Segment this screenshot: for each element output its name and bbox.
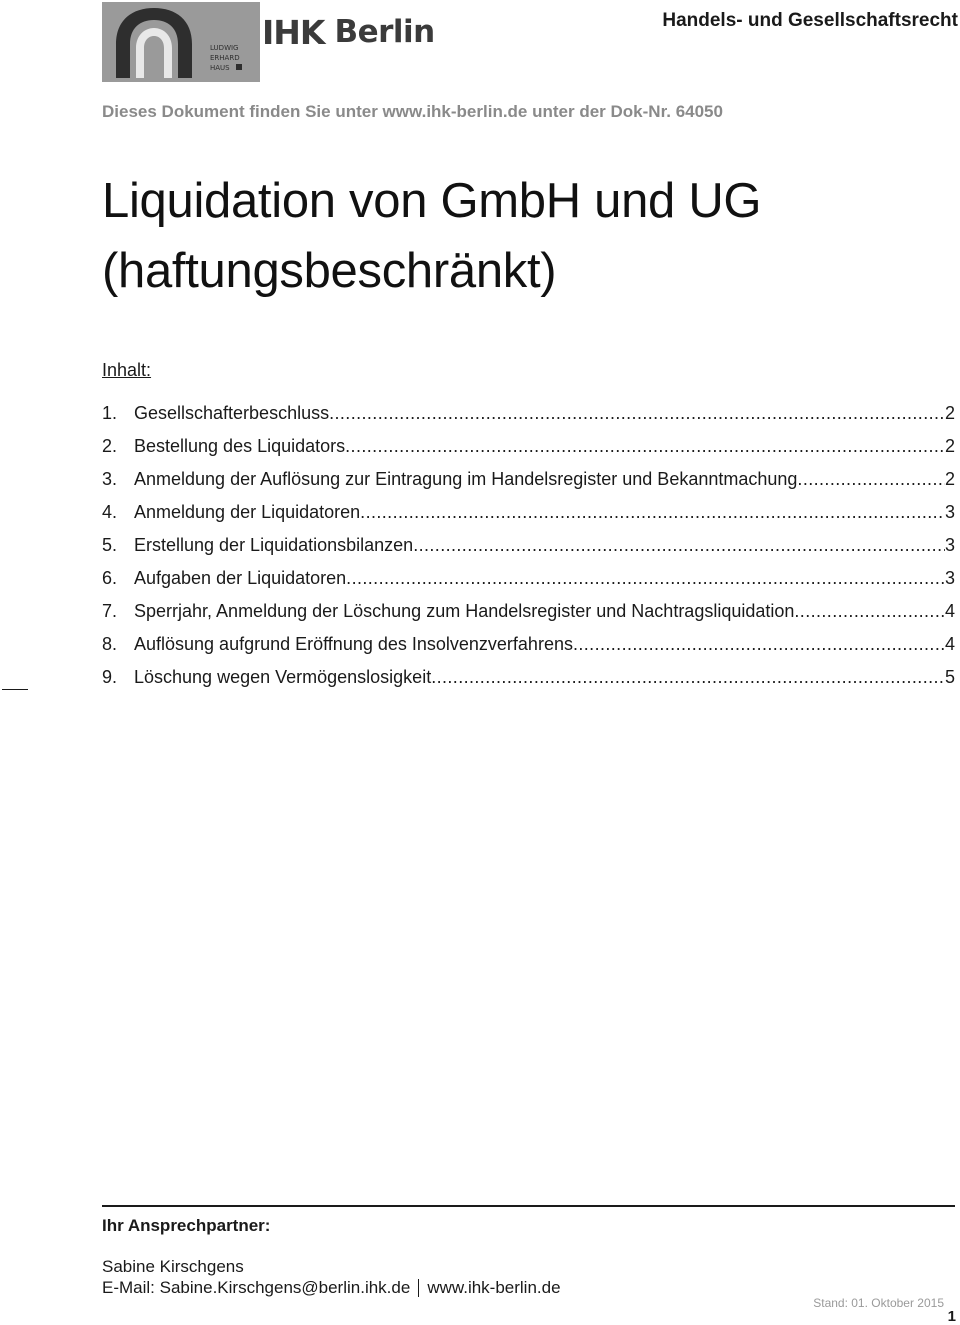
title-line-1: Liquidation von GmbH und UG bbox=[102, 174, 762, 228]
toc-entry-page: 2 bbox=[944, 436, 955, 456]
contact-heading: Ihr Ansprechpartner: bbox=[102, 1216, 271, 1235]
toc-entry-page: 4 bbox=[944, 601, 955, 621]
email-label: E-Mail: bbox=[102, 1278, 155, 1297]
toc-entry-number: 1. bbox=[102, 403, 118, 423]
document-title bbox=[102, 166, 761, 306]
toc-entry-number: 6. bbox=[102, 568, 118, 588]
toc-entry-page: 4 bbox=[944, 634, 955, 654]
logo-subline-1: LUDWIG bbox=[210, 44, 239, 52]
toc-entry[interactable] bbox=[102, 469, 955, 502]
toc-entry[interactable] bbox=[102, 601, 955, 634]
toc-dot-leader bbox=[431, 667, 945, 688]
toc-entry-title: Erstellung der Liquidationsbilanzen bbox=[134, 535, 414, 555]
toc-entry-title: Anmeldung der Auflösung zur Eintragung im Handelsregister und Bekanntmachung bbox=[134, 469, 798, 489]
header-category: Handels- und Gesellschaftsrecht bbox=[662, 10, 958, 31]
toc-dot-leader bbox=[413, 535, 945, 556]
toc-dot-leader bbox=[797, 469, 945, 490]
toc-entry-title: Auflösung aufgrund Eröffnung des Insolvenzverfahrens bbox=[134, 634, 573, 654]
logo-city: Berlin bbox=[334, 14, 435, 50]
toc-entry-number: 8. bbox=[102, 634, 118, 654]
ihk-logo-emblem bbox=[102, 2, 260, 82]
separator bbox=[418, 1279, 419, 1297]
arch-emblem-icon bbox=[102, 2, 260, 82]
toc-entry-page: 3 bbox=[944, 535, 955, 555]
toc-entry[interactable] bbox=[102, 535, 955, 568]
contact-details bbox=[102, 1278, 561, 1298]
toc-entry-title: Bestellung des Liquidators bbox=[134, 436, 346, 456]
toc-entry-number: 4. bbox=[102, 502, 118, 522]
toc-entry-page: 2 bbox=[944, 469, 955, 489]
toc-heading: Inhalt: bbox=[102, 360, 152, 380]
logo-subline-3: HAUS bbox=[210, 64, 230, 72]
toc-entry-page: 2 bbox=[944, 403, 955, 423]
toc-entry-number: 9. bbox=[102, 667, 118, 687]
title-line-2: (haftungsbeschränkt) bbox=[102, 244, 557, 298]
email-link[interactable]: Sabine.Kirschgens@berlin.ihk.de bbox=[159, 1278, 411, 1297]
toc-entry-title: Gesellschafterbeschluss bbox=[134, 403, 330, 423]
toc-entry-title: Löschung wegen Vermögenslosigkeit bbox=[134, 667, 432, 687]
page-number: 1 bbox=[947, 1308, 956, 1325]
toc-entry-number: 5. bbox=[102, 535, 118, 555]
toc-dot-leader bbox=[345, 436, 945, 457]
toc-entry[interactable] bbox=[102, 403, 955, 436]
website-link[interactable]: www.ihk-berlin.de bbox=[427, 1278, 561, 1297]
toc-entry[interactable] bbox=[102, 667, 955, 700]
toc-entry-title: Aufgaben der Liquidatoren bbox=[134, 568, 347, 588]
logo-subline-2: ERHARD bbox=[210, 54, 240, 62]
toc-dot-leader bbox=[346, 568, 945, 589]
contact-divider bbox=[102, 1205, 955, 1207]
toc-entry-title: Anmeldung der Liquidatoren bbox=[134, 502, 361, 522]
toc-entry-number: 7. bbox=[102, 601, 118, 621]
toc-dot-leader bbox=[329, 403, 945, 424]
toc-entry[interactable] bbox=[102, 634, 955, 667]
contact-name: Sabine Kirschgens bbox=[102, 1257, 244, 1276]
toc-entry-title: Sperrjahr, Anmeldung der Löschung zum Handelsregister und Nachtragsliquidation bbox=[134, 601, 795, 621]
toc-dot-leader bbox=[794, 601, 945, 622]
toc-entry-number: 2. bbox=[102, 436, 118, 456]
table-of-contents bbox=[102, 403, 955, 700]
toc-entry[interactable] bbox=[102, 502, 955, 535]
toc-entry[interactable] bbox=[102, 436, 955, 469]
toc-dot-leader bbox=[573, 634, 945, 655]
toc-entry[interactable] bbox=[102, 568, 955, 601]
toc-entry-page: 3 bbox=[944, 502, 955, 522]
document-date: Stand: 01. Oktober 2015 bbox=[813, 1296, 944, 1310]
document-reference: Dieses Dokument finden Sie unter www.ihk-berlin.de unter der Dok-Nr. 64050 bbox=[102, 102, 723, 121]
toc-entry-page: 5 bbox=[944, 667, 955, 687]
logo-brand: IHK bbox=[262, 12, 325, 52]
fold-mark bbox=[2, 689, 28, 690]
toc-entry-number: 3. bbox=[102, 469, 118, 489]
ihk-logo-wordmark bbox=[262, 2, 435, 62]
toc-entry-page: 3 bbox=[944, 568, 955, 588]
toc-dot-leader bbox=[360, 502, 945, 523]
